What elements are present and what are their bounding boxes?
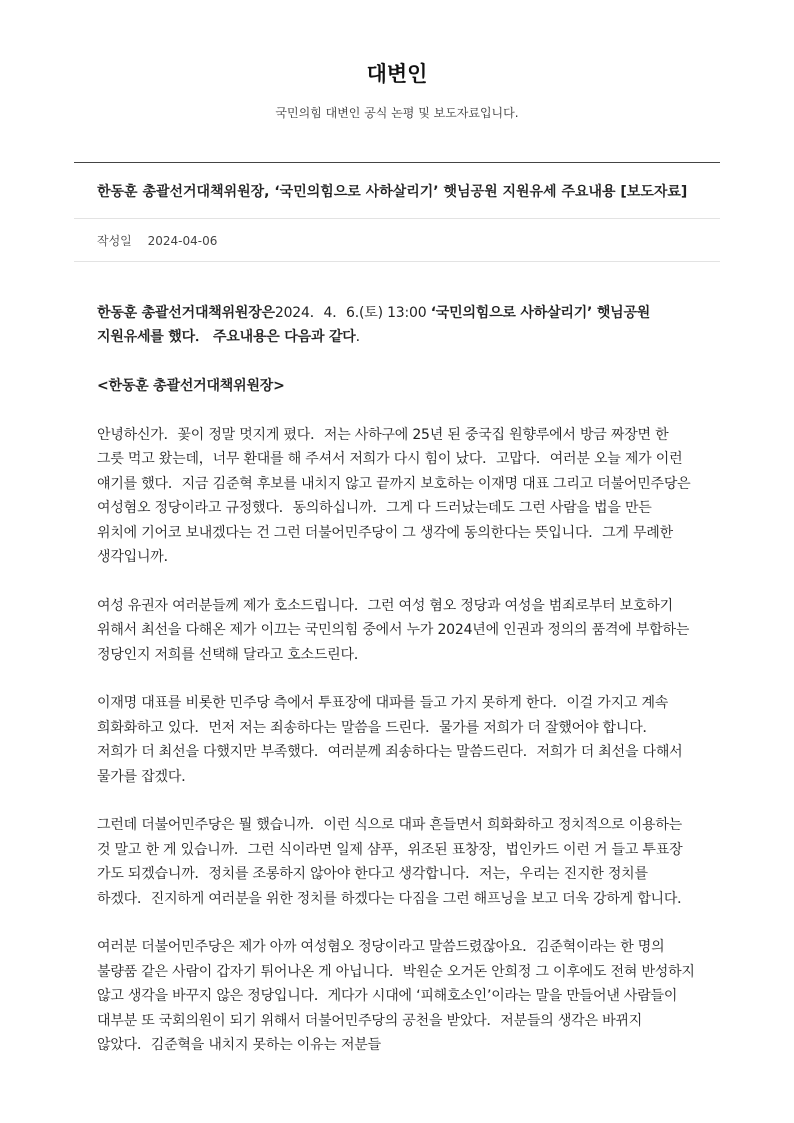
title-divider (74, 218, 720, 219)
lead-summary: 주요내용은 다음과 같다 (213, 329, 356, 346)
meta-divider (74, 261, 720, 262)
article-body (97, 301, 695, 1082)
post-title: 한동훈 총괄선거대책위원장, ‘국민의힘으로 사하살리기’ 햇님공원 지원유세 주요내용 [보도자료] (97, 184, 688, 200)
article-lead (97, 301, 695, 350)
site-subtitle: 국민의힘 대변인 공식 논평 및 보도자료입니다. (275, 106, 519, 120)
paragraph-2: 여성 유권자 여러분들께 제가 호소드립니다．그런 여성 혐오 정당과 여성을 범죄로부터 보호하기 위해서 최선을 다해온 제가 이끄는 국민의힘 중에서 누가 2024년에 인권과 정의의 품격에 부합하는 정당인지 저희를 선택해 달라고 호소드린다． (97, 597, 690, 663)
section-heading: <한동훈 총괄선거대책위원장> (97, 378, 285, 395)
lead-event: ‘국민의힘으로 사하살리기’ 햇님공원 지원유세를 했다． (97, 305, 651, 346)
paragraph-5: 여러분 더불어민주당은 제가 아까 여성혐오 정당이라고 말씀드렸잖아요．김준혁이라는 한 명의 불량품 같은 사람이 갑자기 튀어나온 게 아닙니다．박원순 오거돈 안희정 그 이후에도 전혀 반성하지 않고 생각을 바꾸지 않은 정당입니다．게다가 시대에 ‘피해호소인’이라는 말을 만들어낸 사람들이 대부분 또 국회의원이 되기 위해서 더불어민주당의 공천을 받았다．저분들의 생각은 바뀌지 않았다．김준혁을 내치지 못하는 이유는 저분들 (97, 939, 695, 1054)
paragraph-3: 이재명 대표를 비롯한 민주당 측에서 투표장에 대파를 들고 가지 못하게 한다．이걸 가지고 계속 희화화하고 있다．먼저 저는 죄송하다는 말씀을 드린다．물가를 저희가 더 잘했어야 합니다．저희가 더 최선을 다했지만 부족했다．여러분께 죄송하다는 말씀드린다．저희가 더 최선을 다해서 물가를 잡겠다． (97, 695, 683, 785)
post-date: 2024-04-06 (147, 234, 218, 248)
lead-speaker: 한동훈 총괄선거대책위원장은 (97, 305, 275, 321)
paragraph-4: 그런데 더불어민주당은 뭘 했습니까．이런 식으로 대파 흔들면서 희화화하고 정치적으로 이용하는 것 말고 한 게 있습니까．그런 식이라면 일제 샴푸，위조된 표창장，법인카드 이런 거 들고 투표장 가도 되겠습니까．정치를 조롱하지 않아야 한다고 생각합니다．저는，우리는 진지한 정치를 하겠다．진지하게 여러분을 위한 정치를 하겠다는 다짐을 그런 해프닝을 보고 더욱 강하게 합니다． (97, 817, 691, 907)
lead-datetime: 2024．4．6.(토) 13:00 (274, 305, 431, 321)
site-title: 대변인 (366, 62, 428, 86)
post-meta (97, 232, 217, 249)
paragraph-1: 안녕하신가．꽃이 정말 멋지게 폈다．저는 사하구에 25년 된 중국집 원향루에서 방금 짜장면 한 그릇 먹고 왔는데，너무 환대를 해 주셔서 저희가 다시 힘이 났다．고맙다．여러분 오늘 제가 이런 얘기를 했다．지금 김준혁 후보를 내치지 않고 끝까지 보호하는 이재명 대표 그리고 더불어민주당은 여성혐오 정당이라고 규정했다．동의하십니까．그게 다 드러났는데도 그런 사람을 법을 만든 위치에 기어코 보내겠다는 건 그런 더불어민주당이 그 생각에 동의한다는 뜻입니다．그게 무례한 생각입니까． (97, 427, 691, 566)
lead-end: . (355, 329, 360, 346)
header-divider (74, 162, 720, 163)
date-label: 작성일 (97, 234, 132, 248)
